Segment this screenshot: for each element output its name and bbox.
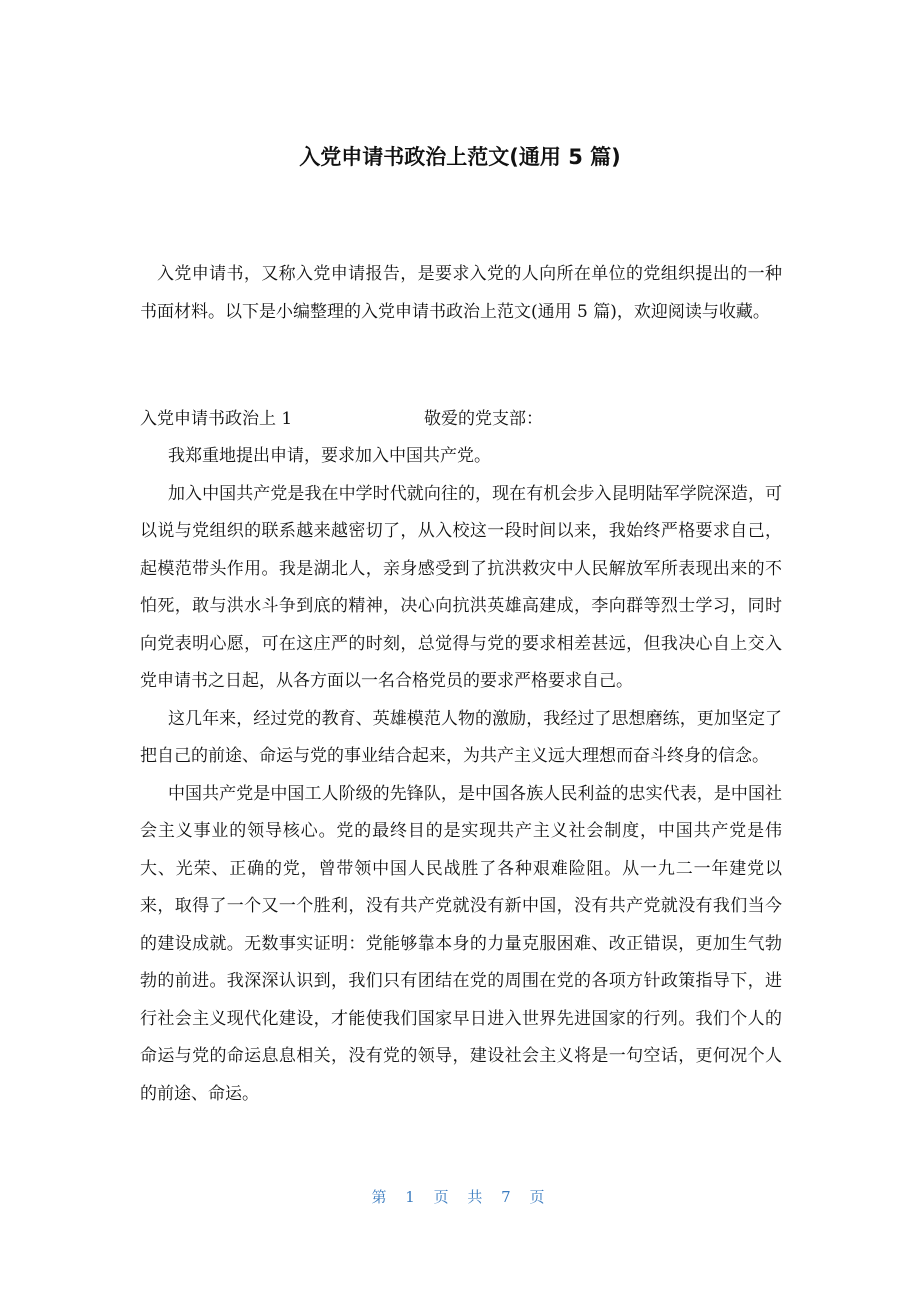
section-heading-line	[140, 401, 782, 439]
page-footer: 第 1 页 共 7 页	[371, 1188, 549, 1206]
salutation: 敬爱的党支部：	[424, 409, 543, 429]
body-paragraph-3: 这几年来，经过党的教育、英雄模范人物的激励，我经过了思想磨练，更加坚定了把自己的前途、命运与党的事业结合起来，为共产主义远大理想而奋斗终身的信念。	[140, 708, 782, 766]
body-paragraph-4: 中国共产党是中国工人阶级的先锋队，是中国各族人民利益的忠实代表，是中国社会主义事业的领导核心。党的最终目的是实现共产主义社会制度，中国共产党是伟大、光荣、正确的党，曾带领中国人民战胜了各种艰难险阻。从一九二一年建党以来，取得了一个又一个胜利，没有共产党就没有新中国，没有共产党就没有我们当今的建设成就。无数事实证明：党能够靠本身的力量克服困难、改正错误，更加生气勃勃的前进。我深深认识到，我们只有团结在党的周围在党的各项方针政策指导下，进行社会主义现代化建设，才能使我们国家早日进入世界先进国家的行列。我们个人的命运与党的命运息息相关，没有党的领导，建设社会主义将是一句空话，更何况个人的前途、命运。	[140, 783, 782, 1104]
document-title: 入党申请书政治上范文(通用 5 篇)	[299, 145, 621, 169]
letter-body	[140, 438, 782, 1113]
body-paragraph-2: 加入中国共产党是我在中学时代就向往的，现在有机会步入昆明陆军学院深造，可以说与党组织的联系越来越密切了，从入校这一段时间以来，我始终严格要求自己，起模范带头作用。我是湖北人，亲身感受到了抗洪救灾中人民解放军所表现出来的不怕死，敢与洪水斗争到底的精神，决心向抗洪英雄高建成，李向群等烈士学习，同时向党表明心愿，可在这庄严的时刻，总觉得与党的要求相差甚远，但我决心自上交入党申请书之日起，从各方面以一名合格党员的要求严格要求自己。	[140, 483, 782, 691]
intro-paragraph: 入党申请书，又称入党申请报告，是要求入党的人向所在单位的党组织提出的一种书面材料。以下是小编整理的入党申请书政治上范文(通用 5 篇)，欢迎阅读与收藏。	[140, 264, 782, 322]
body-paragraph-1: 我郑重地提出申请，要求加入中国共产党。	[168, 446, 491, 466]
section-heading: 入党申请书政治上 1	[140, 409, 293, 429]
